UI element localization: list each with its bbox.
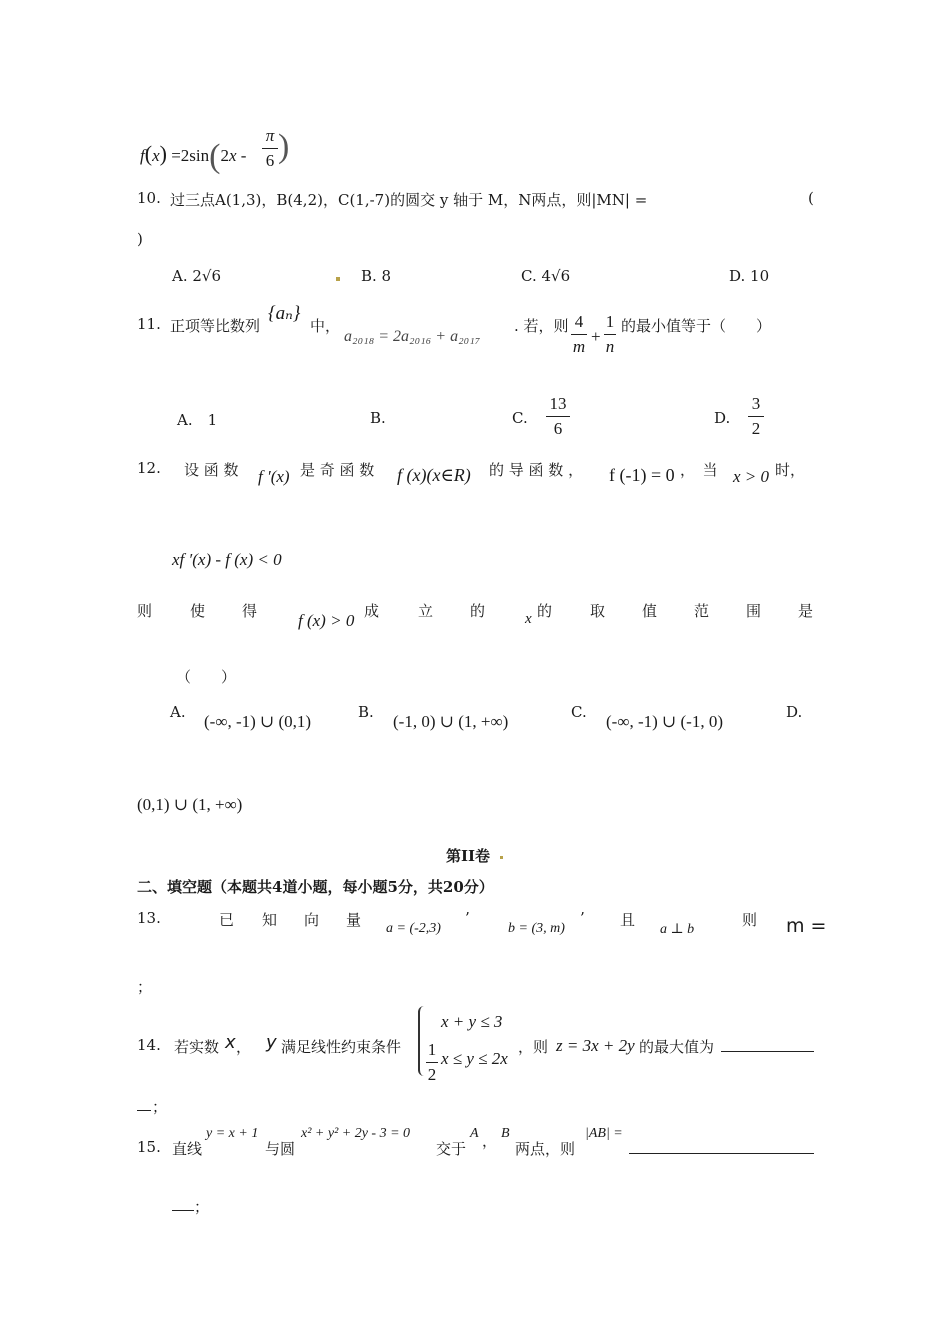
q11-frac-4-m: 4 m [572, 312, 586, 356]
q12-word-10: 范 [694, 602, 710, 620]
q13-word-2: 知 [262, 911, 278, 929]
q15-end: ； [194, 1198, 210, 1216]
q12-word-9: 值 [642, 602, 658, 620]
q14-y: y [266, 1032, 277, 1053]
q12-word-5: 立 [418, 602, 434, 620]
q12-option-c[interactable]: (-∞, -1) ∪ (-1, 0) [606, 712, 723, 731]
q12-option-d[interactable]: (0,1) ∪ (1, +∞) [137, 795, 243, 814]
q15-sep: ， [482, 1132, 498, 1150]
q14-answer-blank-cont [137, 1110, 151, 1111]
q10-number: 10. [137, 189, 161, 207]
q10-option-a[interactable]: A. 2√6 [172, 267, 222, 285]
q11-option-d-fraction: 3 2 [748, 394, 764, 439]
q10-paren-close: ) [137, 230, 143, 248]
q15-answer-blank[interactable] [629, 1153, 814, 1154]
top-formula-close-paren: ) [278, 128, 290, 165]
section-heading: 二、填空题（本题共4道小题，每小题5分，共20分） [137, 878, 494, 896]
q11-text-d: 的最小值等于（ ） [621, 317, 772, 335]
q15-answer-blank-cont [172, 1210, 194, 1211]
q15-text-b: 与圆 [265, 1140, 296, 1158]
q14-answer-blank[interactable] [721, 1051, 814, 1052]
q11-option-b[interactable]: B. [370, 409, 386, 427]
q13-comma-2: ’ [580, 909, 585, 927]
q12-text-5: 时， [775, 461, 806, 479]
q15-text-c: 交于 [436, 1140, 467, 1158]
q13-perp: a ⊥ b [660, 922, 695, 937]
q15-ab: |AB| = [585, 1126, 623, 1141]
q12-cond-3: f (x) > 0 [298, 611, 355, 630]
volume-title: 第II卷 [446, 847, 491, 865]
q13-word-3: 向 [304, 911, 320, 929]
q12-option-c-label[interactable]: C. [571, 703, 587, 721]
q11-option-a[interactable]: A. 1 [177, 411, 218, 429]
q12-word-7: 的 [537, 602, 553, 620]
q12-option-a[interactable]: (-∞, -1) ∪ (0,1) [204, 712, 312, 731]
q12-word-1: 则 [137, 602, 153, 620]
q10-text: 过三点A(1,3)，B(4,2)，C(1,-7)的圆交 y 轴于 M，N两点，则|MN| = [170, 191, 648, 209]
q13-word-1: 已 [219, 911, 235, 929]
q13-word-4: 量 [346, 911, 362, 929]
q12-option-b-label[interactable]: B. [358, 703, 374, 721]
q13-number: 13. [137, 909, 161, 927]
q14-text-a: 若实数 [174, 1038, 220, 1056]
q12-word-2: 使 [190, 602, 206, 620]
q10-option-b[interactable]: B. 8 [361, 267, 392, 285]
q11-option-d-label[interactable]: D. [714, 409, 731, 427]
q12-option-b[interactable]: (-1, 0) ∪ (1, +∞) [393, 712, 509, 731]
q14-number: 14. [137, 1036, 161, 1054]
top-formula-fraction: π 6 [262, 126, 278, 171]
q11-text-c: . 若，则 [514, 317, 569, 335]
q12-word-12: 是 [798, 602, 814, 620]
q15-text-a: 直线 [172, 1140, 203, 1158]
q12-option-d-label[interactable]: D. [786, 703, 803, 721]
top-formula: f(x) =2sin(2x - [140, 138, 247, 175]
q11-option-c-label[interactable]: C. [512, 409, 528, 427]
q15-circle: x² + y² + 2y - 3 = 0 [301, 1126, 411, 1141]
q12-word-8: 取 [590, 602, 606, 620]
q14-text-b: 满足线性约束条件 [281, 1038, 402, 1056]
q11-sequence: {aₙ} [268, 303, 301, 324]
q12-word-3: 得 [242, 602, 258, 620]
q12-number: 12. [137, 459, 161, 477]
q12-cond-1: f (-1) = 0 [609, 465, 675, 485]
q13-end: ； [137, 978, 153, 996]
q14-constraint-2: x ≤ y ≤ 2x [441, 1049, 508, 1068]
q12-cond-2: x > 0 [733, 467, 770, 486]
q13-then: 则 [742, 911, 758, 929]
q11-text-b: 中， [310, 317, 341, 335]
q13-vector-b: b = (3, m) [508, 921, 565, 936]
q15-point-a: A [470, 1126, 479, 1141]
q11-option-c-fraction: 13 6 [546, 394, 570, 439]
q12-text-1: 设 函 数 [184, 461, 239, 479]
q12-option-a-label[interactable]: A. [170, 703, 186, 721]
q12-inequality: xf ′(x) - f (x) < 0 [172, 550, 282, 569]
q15-line: y = x + 1 [206, 1126, 259, 1141]
q14-end: ； [152, 1098, 168, 1116]
q10-option-d[interactable]: D. 10 [729, 267, 770, 285]
q11-number: 11. [137, 315, 161, 333]
q13-m-eq: m = [786, 915, 827, 937]
q14-constraint-1: x + y ≤ 3 [441, 1012, 503, 1031]
q10-paren-open: ( [808, 189, 814, 207]
q12-paren: （ ） [176, 668, 237, 686]
q12-word-4: 成 [364, 602, 380, 620]
q12-text-2: 是 奇 函 数 [300, 461, 375, 479]
q12-word-11: 围 [746, 602, 762, 620]
q13-vector-a: a = (-2,3) [386, 921, 441, 936]
dot-mark [500, 856, 503, 859]
q14-constraint-2-fraction: 1 2 [427, 1040, 437, 1084]
q11-condition: a₂₀₁₈ = 2a₂₀₁₆ + a₂₀₁₇ [344, 328, 481, 345]
q12-x: x [525, 611, 532, 627]
q15-text-d: 两点，则 [515, 1140, 576, 1158]
q14-text-c: ，则 [518, 1038, 549, 1056]
q14-text-d: 的最大值为 [639, 1038, 715, 1056]
q12-text-3: 的 导 函 数 ， [489, 461, 584, 479]
q15-point-b: B [501, 1126, 510, 1141]
dot-mark [336, 277, 340, 281]
q14-comma: ， [236, 1038, 252, 1056]
q10-option-c[interactable]: C. 4√6 [521, 267, 571, 285]
q14-x: x [225, 1032, 236, 1053]
q12-word-6: 的 [470, 602, 486, 620]
q14-objective: z = 3x + 2y [556, 1036, 635, 1055]
q15-number: 15. [137, 1138, 161, 1156]
q12-f-prime: f ′(x) [258, 467, 290, 486]
q12-text-4: ， 当 [680, 461, 718, 479]
q13-comma-1: ’ [465, 909, 470, 927]
q12-f-def: f (x)(x∈R) [397, 465, 471, 485]
q11-frac-1-n: 1 n [605, 312, 615, 356]
q11-plus: + [591, 327, 601, 346]
q11-text-a: 正项等比数列 [170, 317, 261, 335]
q13-and: 且 [620, 911, 636, 929]
